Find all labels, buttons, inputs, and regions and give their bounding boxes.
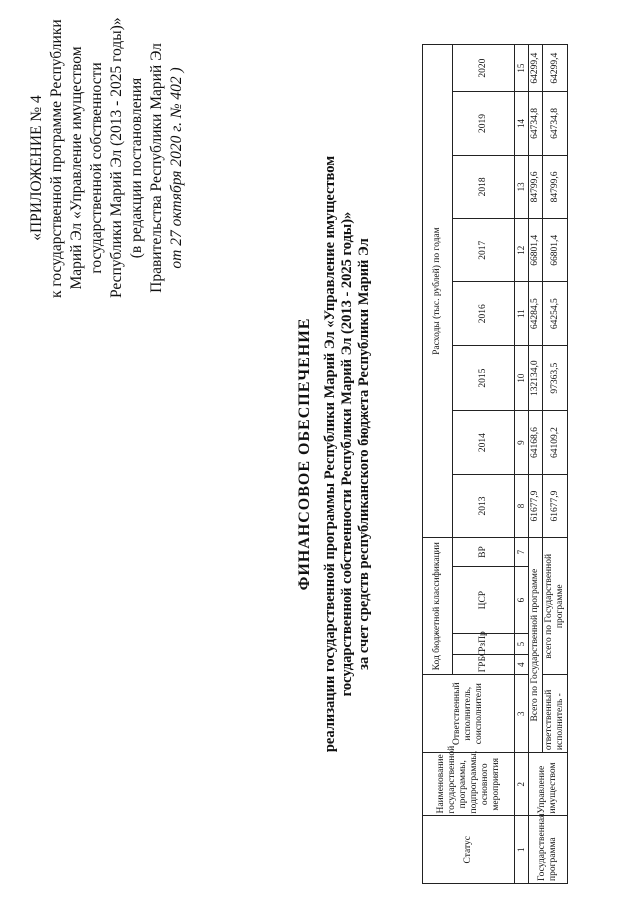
appendix-line: Правительства Республики Марий Эл bbox=[148, 43, 165, 293]
row-value: 64168,6 bbox=[529, 411, 543, 474]
appendix-line: Марий Эл «Управление имуществом bbox=[68, 46, 85, 290]
appendix-line: (в редакции постановления bbox=[128, 77, 145, 259]
row-value: 64734,8 bbox=[529, 92, 543, 155]
row-value: 64109,2 bbox=[543, 411, 568, 474]
appendix-line: государственной собственности bbox=[88, 62, 105, 274]
row-status: Государственная программа bbox=[529, 816, 568, 884]
row-value: 132134,0 bbox=[529, 345, 543, 410]
row-value: 64299,4 bbox=[529, 45, 543, 92]
header-year: 2019 bbox=[453, 92, 515, 155]
row-value: 64734,8 bbox=[543, 92, 568, 155]
column-number: 3 bbox=[515, 675, 529, 753]
appendix-block bbox=[27, 17, 187, 298]
column-number: 6 bbox=[515, 566, 529, 634]
header-budget-code: Код бюджетной классификации bbox=[423, 538, 453, 675]
header-vr: ВР bbox=[453, 538, 515, 567]
header-year: 2018 bbox=[453, 155, 515, 218]
header-csr: ЦСР bbox=[453, 566, 515, 634]
column-number: 2 bbox=[515, 753, 529, 816]
column-number: 8 bbox=[515, 474, 529, 537]
document-subtitle-line: за счет средств республиканского бюджета Республики Марий Эл bbox=[356, 238, 372, 670]
header-name: Наименование государственной программы, подпрограммы, основного мероприятия bbox=[423, 753, 515, 816]
column-number: 10 bbox=[515, 345, 529, 410]
row-value: 84799,6 bbox=[543, 155, 568, 218]
column-number: 13 bbox=[515, 155, 529, 218]
row-value: 61677,9 bbox=[543, 474, 568, 537]
row-value: 66801,4 bbox=[529, 219, 543, 282]
column-number: 11 bbox=[515, 282, 529, 345]
appendix-line: Республики Марий Эл (2013 - 2025 годы)» bbox=[108, 17, 125, 298]
row-total-label: Всего по Государственной программе bbox=[529, 538, 543, 753]
header-year: 2015 bbox=[453, 345, 515, 410]
row-value: 64299,4 bbox=[543, 45, 568, 92]
row-value: 66801,4 bbox=[543, 219, 568, 282]
header-executor: Ответственный исполнитель, соисполнители bbox=[423, 675, 515, 753]
header-year: 2014 bbox=[453, 411, 515, 474]
row-value: 61677,9 bbox=[529, 474, 543, 537]
column-number: 5 bbox=[515, 634, 529, 654]
document-heading bbox=[296, 124, 373, 784]
row-value: 84799,6 bbox=[529, 155, 543, 218]
header-grbs: ГРБС bbox=[453, 654, 515, 674]
header-status: Статус bbox=[423, 816, 515, 884]
row-value: 97363,5 bbox=[543, 345, 568, 410]
document-subtitle-line: реализации государственной программы Республики Марий Эл «Управление имуществом bbox=[322, 155, 338, 753]
row-value: 64254,5 bbox=[543, 282, 568, 345]
document-title: ФИНАНСОВОЕ ОБЕСПЕЧЕНИЕ bbox=[296, 317, 313, 591]
header-year: 2020 bbox=[453, 45, 515, 92]
column-number: 7 bbox=[515, 538, 529, 567]
header-year: 2016 bbox=[453, 282, 515, 345]
row-value: 64284,5 bbox=[529, 282, 543, 345]
column-numbers-row bbox=[515, 45, 529, 884]
header-year: 2017 bbox=[453, 219, 515, 282]
header-expenses: Расходы (тыс. рублей) по годам bbox=[423, 45, 453, 538]
appendix-line-signature-date: от 27 октября 2020 г. № 402 ) bbox=[168, 67, 185, 269]
appendix-line: «ПРИЛОЖЕНИЕ № 4 bbox=[28, 95, 45, 241]
column-number: 4 bbox=[515, 654, 529, 674]
column-number: 9 bbox=[515, 411, 529, 474]
row-executor: ответственный исполнитель - bbox=[543, 675, 568, 753]
row-name: Управление имуществом bbox=[529, 753, 568, 816]
column-number: 1 bbox=[515, 816, 529, 884]
column-number: 15 bbox=[515, 45, 529, 92]
document-subtitle-line: государственной собственности Республики Марий Эл (2013 - 2025 годы)» bbox=[339, 211, 355, 697]
header-year: 2013 bbox=[453, 474, 515, 537]
table-row bbox=[529, 45, 543, 884]
financing-table bbox=[422, 44, 568, 884]
appendix-line: к государственной программе Республики bbox=[48, 19, 65, 298]
header-rzpr: РзПр bbox=[453, 634, 515, 654]
column-number: 14 bbox=[515, 92, 529, 155]
row-total-label: всего по Государственной программе bbox=[543, 538, 568, 675]
column-number: 12 bbox=[515, 219, 529, 282]
